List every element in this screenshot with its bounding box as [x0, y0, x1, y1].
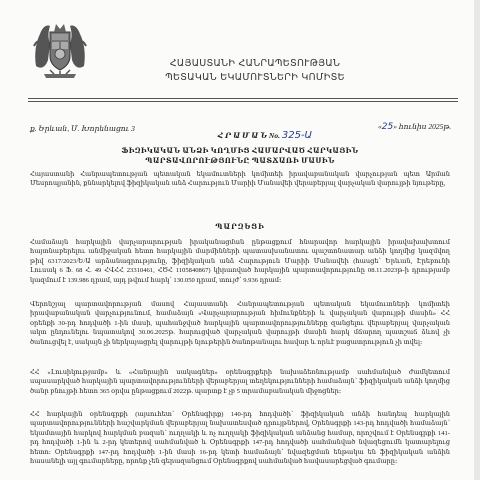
date-day: 25	[381, 122, 394, 132]
agency-title-line2: ՊԵՏԱԿԱՆ ԵԿԱՄՈՒՏՆԵՐԻ ԿՈՄԻՏԵ	[165, 72, 345, 83]
decision-heading: ՊԱՐԶԵՑԻ	[215, 223, 265, 231]
intro-paragraph: Հայաստանի Հանրապետության պետական եկամուտների կոմիտեի իրավաբանական վարչության պետ Արման Մեսրոպյանին, քննարկելով ֆիզիկական անձ Հարություն Մարիի Մանավեի վերաբերյալ վարչական վարույթի նյութերը,	[30, 171, 450, 188]
order-label: Հ Ր Ա Մ Ա Ն No.	[217, 131, 280, 140]
issue-place: ք. Երևան, Մ. Խորենացու 3	[30, 124, 135, 133]
subject-line1: ՖԻԶԻԿԱԿԱՆ ԱՆՁԻ ԿՈՂՄԻՑ ՀԱՄԱՐՎԱԾ ՀԱՐԿԱՅԻՆ	[121, 147, 359, 155]
agency-title-line1: ՀԱՅԱՍՏԱՆԻ ՀԱՆՐԱՊԵՏՈՒԹՅԱՆ	[169, 58, 341, 69]
issue-date: «25» հունիս 2025թ.	[378, 122, 452, 132]
body-paragraph-1: Համաձայն հարկային վարչարարության իրականացման ընթացքում հնարավոր հարկային իրավախախտում հայտնաբերելու անմիջական հետո հարկային մարմինների պատասխանատու պաշտոնատար անձի կողմից կազմվող թիվ 6317/2023/Ե/Ա արձանագրությունը, ֆիզիկական անձ Հարություն Մարիի Մանավեի (հասցե՝ Երևան, Էրեբունի Լուսակ 6 Ֆ. 68 Հ. 49 ՀՎՀՀ 23310461, ՀԾՀ 1105840867) կիրառված հարկային պարտավորությունը 08.11.2023թ-ի դրությամբ կազմում է 139.986 դրամ, այդ թվում հարկ՝ 130.050 դրամ, տույժ՝ 9.936 դրամ։	[30, 239, 450, 284]
subject-line2: ՊԱՐՏԱՎՈՐՈՒԹՅՈՒՆԸ ՊԱՏՃԱՌԻ ՄԱՍԻՆ	[145, 157, 335, 165]
page-edge-shadow	[474, 0, 480, 480]
order-number-line	[150, 130, 380, 141]
body-paragraph-2: Վերոնշյալ պարտավորության մասով Հայաստանի Հանրապետության պետական եկամուտների կոմիտեի իրավաբանական վարչությունում, համաձայն «Վարչարարության հիմունքների և վարչական վարույթի մասին» ՀՀ օրենքի 30-րդ հոդվածի 1-ին մասի, պահանջված հարկային պարտավորությունները զանցելու վերաբերյալ վարչական ակտ ընդունելու նպատակով 30.06.2025թ. հարուցված վարչական վարույթի մասին հարկ մճարող պատշաճ ձևով չի ծանուցվել է, սակայն չի ներկայացրել վարույթի նյութերին ծանոթանալու հավար և որևէ բացատրություն չի տվել։	[30, 301, 450, 346]
order-number: 325-Ա	[281, 130, 313, 141]
header-divider-thin	[28, 101, 458, 102]
law-reference-paragraph: ՀՀ հարկային օրենսգրքի (այսուհետ՝ Օրենսգիրք) 140-րդ հոդվածի՝ ֆիզիկական անձի հանդեպ հարկային պարտավորությունների հաշվարկման վերաբերյալ նախատեսված դրույթներով, Օրենսգրքի 143-րդ հոդվածի համաձայն՝ եկամտային հարկով հարկման բազան՝ ուղղակի և ոչ ուղղակի ֆիզիկական անձանց համար, որոշվում է Օրենսգրքի 141-րդ հոդվածի 1-ին և 2-րդ կետերով սահմանված և Օրենսգրքի 147-րդ հոդվածի սահմանված նվազեցումն կատարելուց հետո։ Օրենսգրքի 147-րդ հոդվածի 1-ին մասի 16-րդ կետի համաձայն՝ նվազեցման ենթակա են ֆիզիկական անձին հասանելի այլ գումարները, որոնք չեն գերազանցում Օրենսգրքով սահմանված հավասարեցված գումարը։	[30, 411, 450, 466]
body-paragraph-3: ՀՀ «Լուսիկությամբ» և «Հանրային սակագներ» օրենսգրքերի նախաձեռնությամբ սահմանված ժամկետում սպասարկված հարկային պարտավորությունների վերաբերյալ տեղեկությունների համաձայն՝ ֆիզիկական անձի կողմից ծանր բնույթի հետո 365 օրվա ընթացքում 2022թ. պարտք է չբ 5 տրամաբանական միջոցներ։	[30, 369, 450, 395]
armenia-coat-of-arms-icon	[30, 16, 90, 82]
header-divider	[28, 98, 458, 99]
date-month-year: հունիս 2025թ.	[398, 122, 452, 131]
